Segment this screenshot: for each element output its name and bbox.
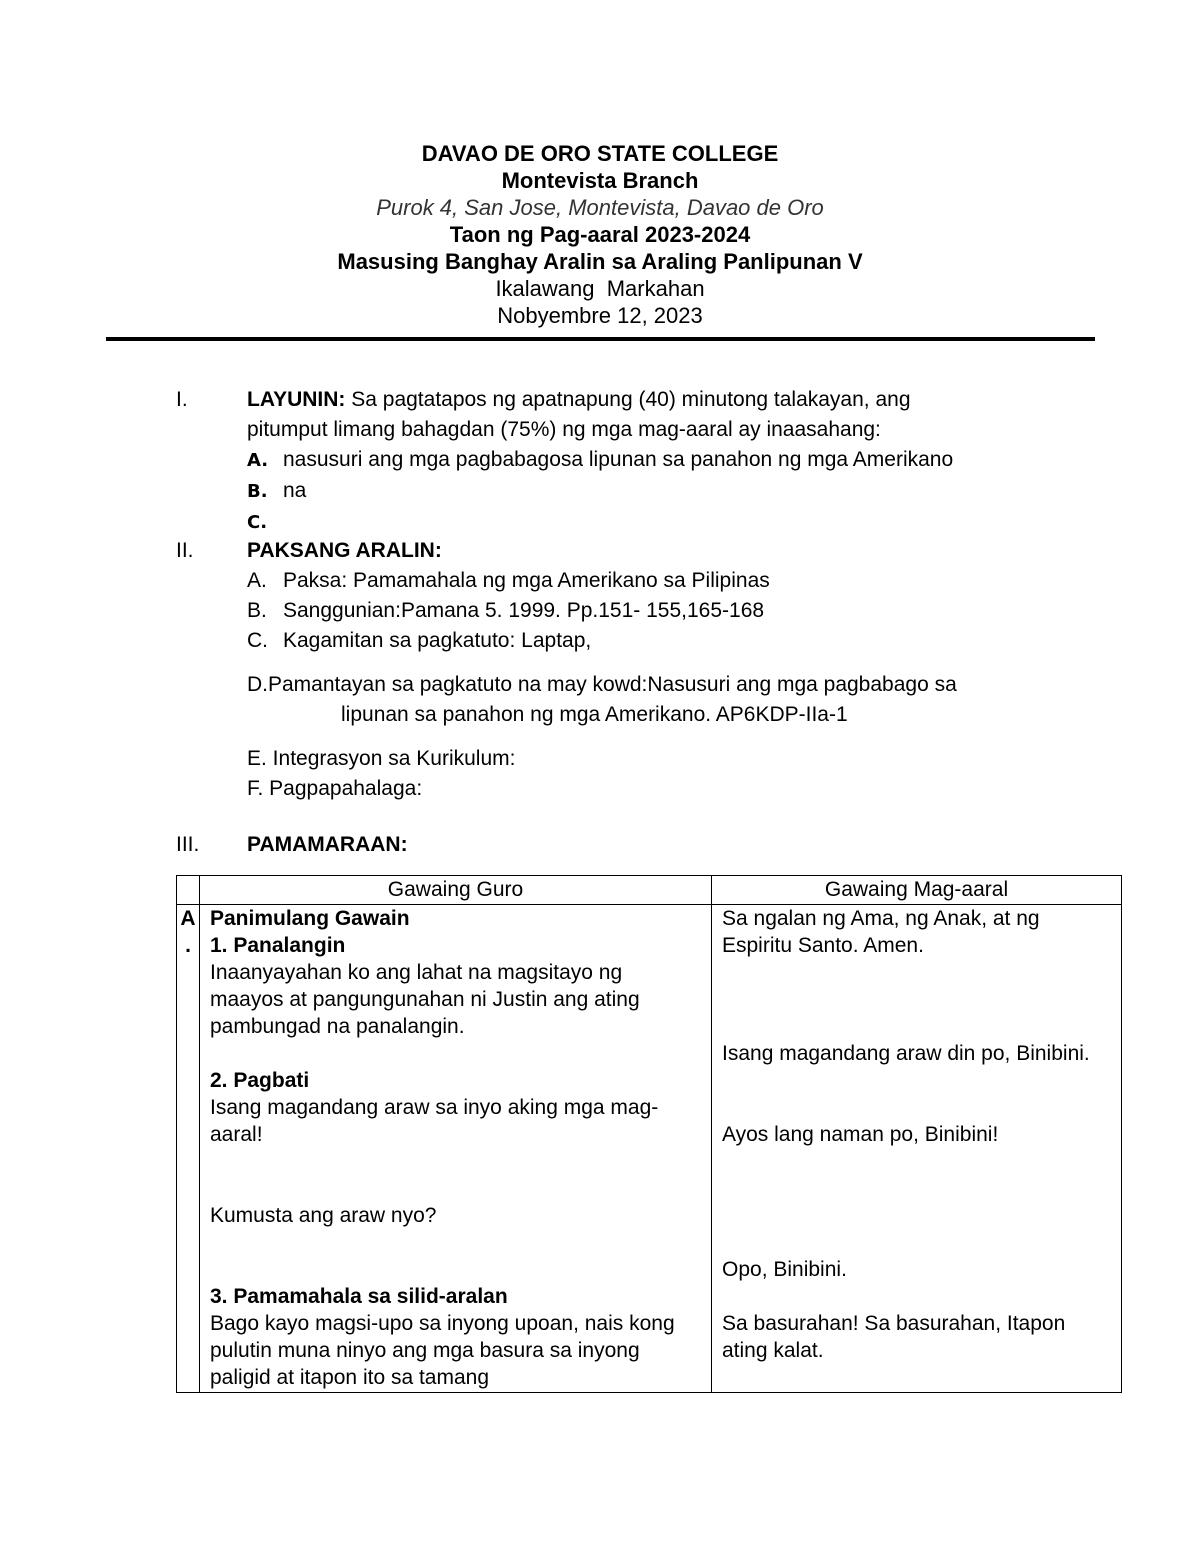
learning-standard: D.Pamantayan sa pagkatuto na may kowd:Nasusuri ang mga pagbabago sa [247, 673, 957, 696]
table-header-cell [177, 876, 200, 905]
row-letter: A . [177, 905, 200, 1393]
values: F. Pagpapahalaga: [247, 777, 423, 800]
student-response: Isang magandang araw din po, Binibini. [722, 1042, 1090, 1065]
branch-name: Montevista Branch [501, 168, 699, 193]
activity-subheading: 3. Pamamahala sa silid-aralan [210, 1285, 508, 1308]
integration: E. Integrasyon sa Kurikulum: [247, 747, 516, 770]
student-response: Opo, Binibini. [722, 1258, 847, 1281]
section-number: III. [176, 833, 200, 856]
section-label: PAKSANG ARALIN: [247, 539, 442, 562]
objective-item: C. [247, 512, 268, 533]
topic-item: C. Kagamitan sa pagkatuto: Laptap, [247, 629, 592, 652]
table-header-cell: Gawaing Guro [200, 876, 712, 905]
activity-subheading: 1. Panalangin [210, 934, 346, 957]
procedure-table [176, 875, 1122, 1393]
document-header [0, 140, 1200, 329]
student-activity-cell [712, 905, 1122, 1393]
activity-text: Isang magandang araw sa inyo aking mga mag-aaral! [210, 1096, 659, 1146]
objective-item: A. nasusuri ang mga pagbabagosa lipunan sa panahon ng mga Amerikano [247, 448, 954, 471]
section-label: LAYUNIN: [247, 388, 346, 411]
table-row [177, 905, 1122, 1393]
objective-intro: Sa pagtatapos ng apatnapung (40) minutong talakayan, ang [345, 388, 911, 411]
table-header-cell: Gawaing Mag-aaral [712, 876, 1122, 905]
student-response: Sa ngalan ng Ama, ng Anak, at ng Espiritu Santo. Amen. [722, 907, 1040, 957]
objective-item: B. na [247, 479, 307, 502]
section-number: I. [176, 388, 188, 411]
section-number: II. [176, 539, 194, 562]
quarter: Ikalawang Markahan [495, 276, 705, 301]
school-address: Purok 4, San Jose, Montevista, Davao de Oro [376, 195, 824, 220]
lesson-date: Nobyembre 12, 2023 [497, 303, 703, 328]
teacher-activity-cell [200, 905, 712, 1393]
activity-text: Bago kayo magsi-upo sa inyong upoan, nais kong pulutin muna ninyo ang mga basura sa inyong paligid at itapon ito sa tamang [210, 1312, 675, 1389]
activity-text: Inaanyayahan ko ang lahat na magsitayo ng maayos at pangungunahan ni Justin ang ating pambungad na panalangin. [210, 961, 640, 1038]
table-header-row [177, 876, 1122, 905]
student-response: Ayos lang naman po, Binibini! [722, 1123, 999, 1146]
topic-item: A. Paksa: Pamamahala ng mga Amerikano sa Pilipinas [247, 569, 770, 592]
lesson-plan-title: Masusing Banghay Aralin sa Araling Panlipunan V [337, 249, 863, 274]
activity-subheading: 2. Pagbati [210, 1069, 310, 1092]
objective-intro-cont: pitumput limang bahagdan (75%) ng mga mag-aaral ay inaasahang: [247, 418, 881, 441]
activity-heading: Panimulang Gawain [210, 907, 410, 930]
school-year: Taon ng Pag-aaral 2023-2024 [449, 222, 751, 247]
activity-text: Kumusta ang araw nyo? [210, 1204, 437, 1227]
header-divider [106, 337, 1095, 341]
school-name: DAVAO DE ORO STATE COLLEGE [421, 141, 779, 166]
section-label: PAMAMARAAN: [247, 833, 408, 856]
student-response: Sa basurahan! Sa basurahan, Itapon ating kalat. [722, 1312, 1066, 1362]
learning-standard-cont: lipunan sa panahon ng mga Amerikano. AP6KDP-IIa-1 [341, 703, 848, 726]
topic-item: B. Sanggunian:Pamana 5. 1999. Pp.151- 155,165-168 [247, 599, 765, 622]
